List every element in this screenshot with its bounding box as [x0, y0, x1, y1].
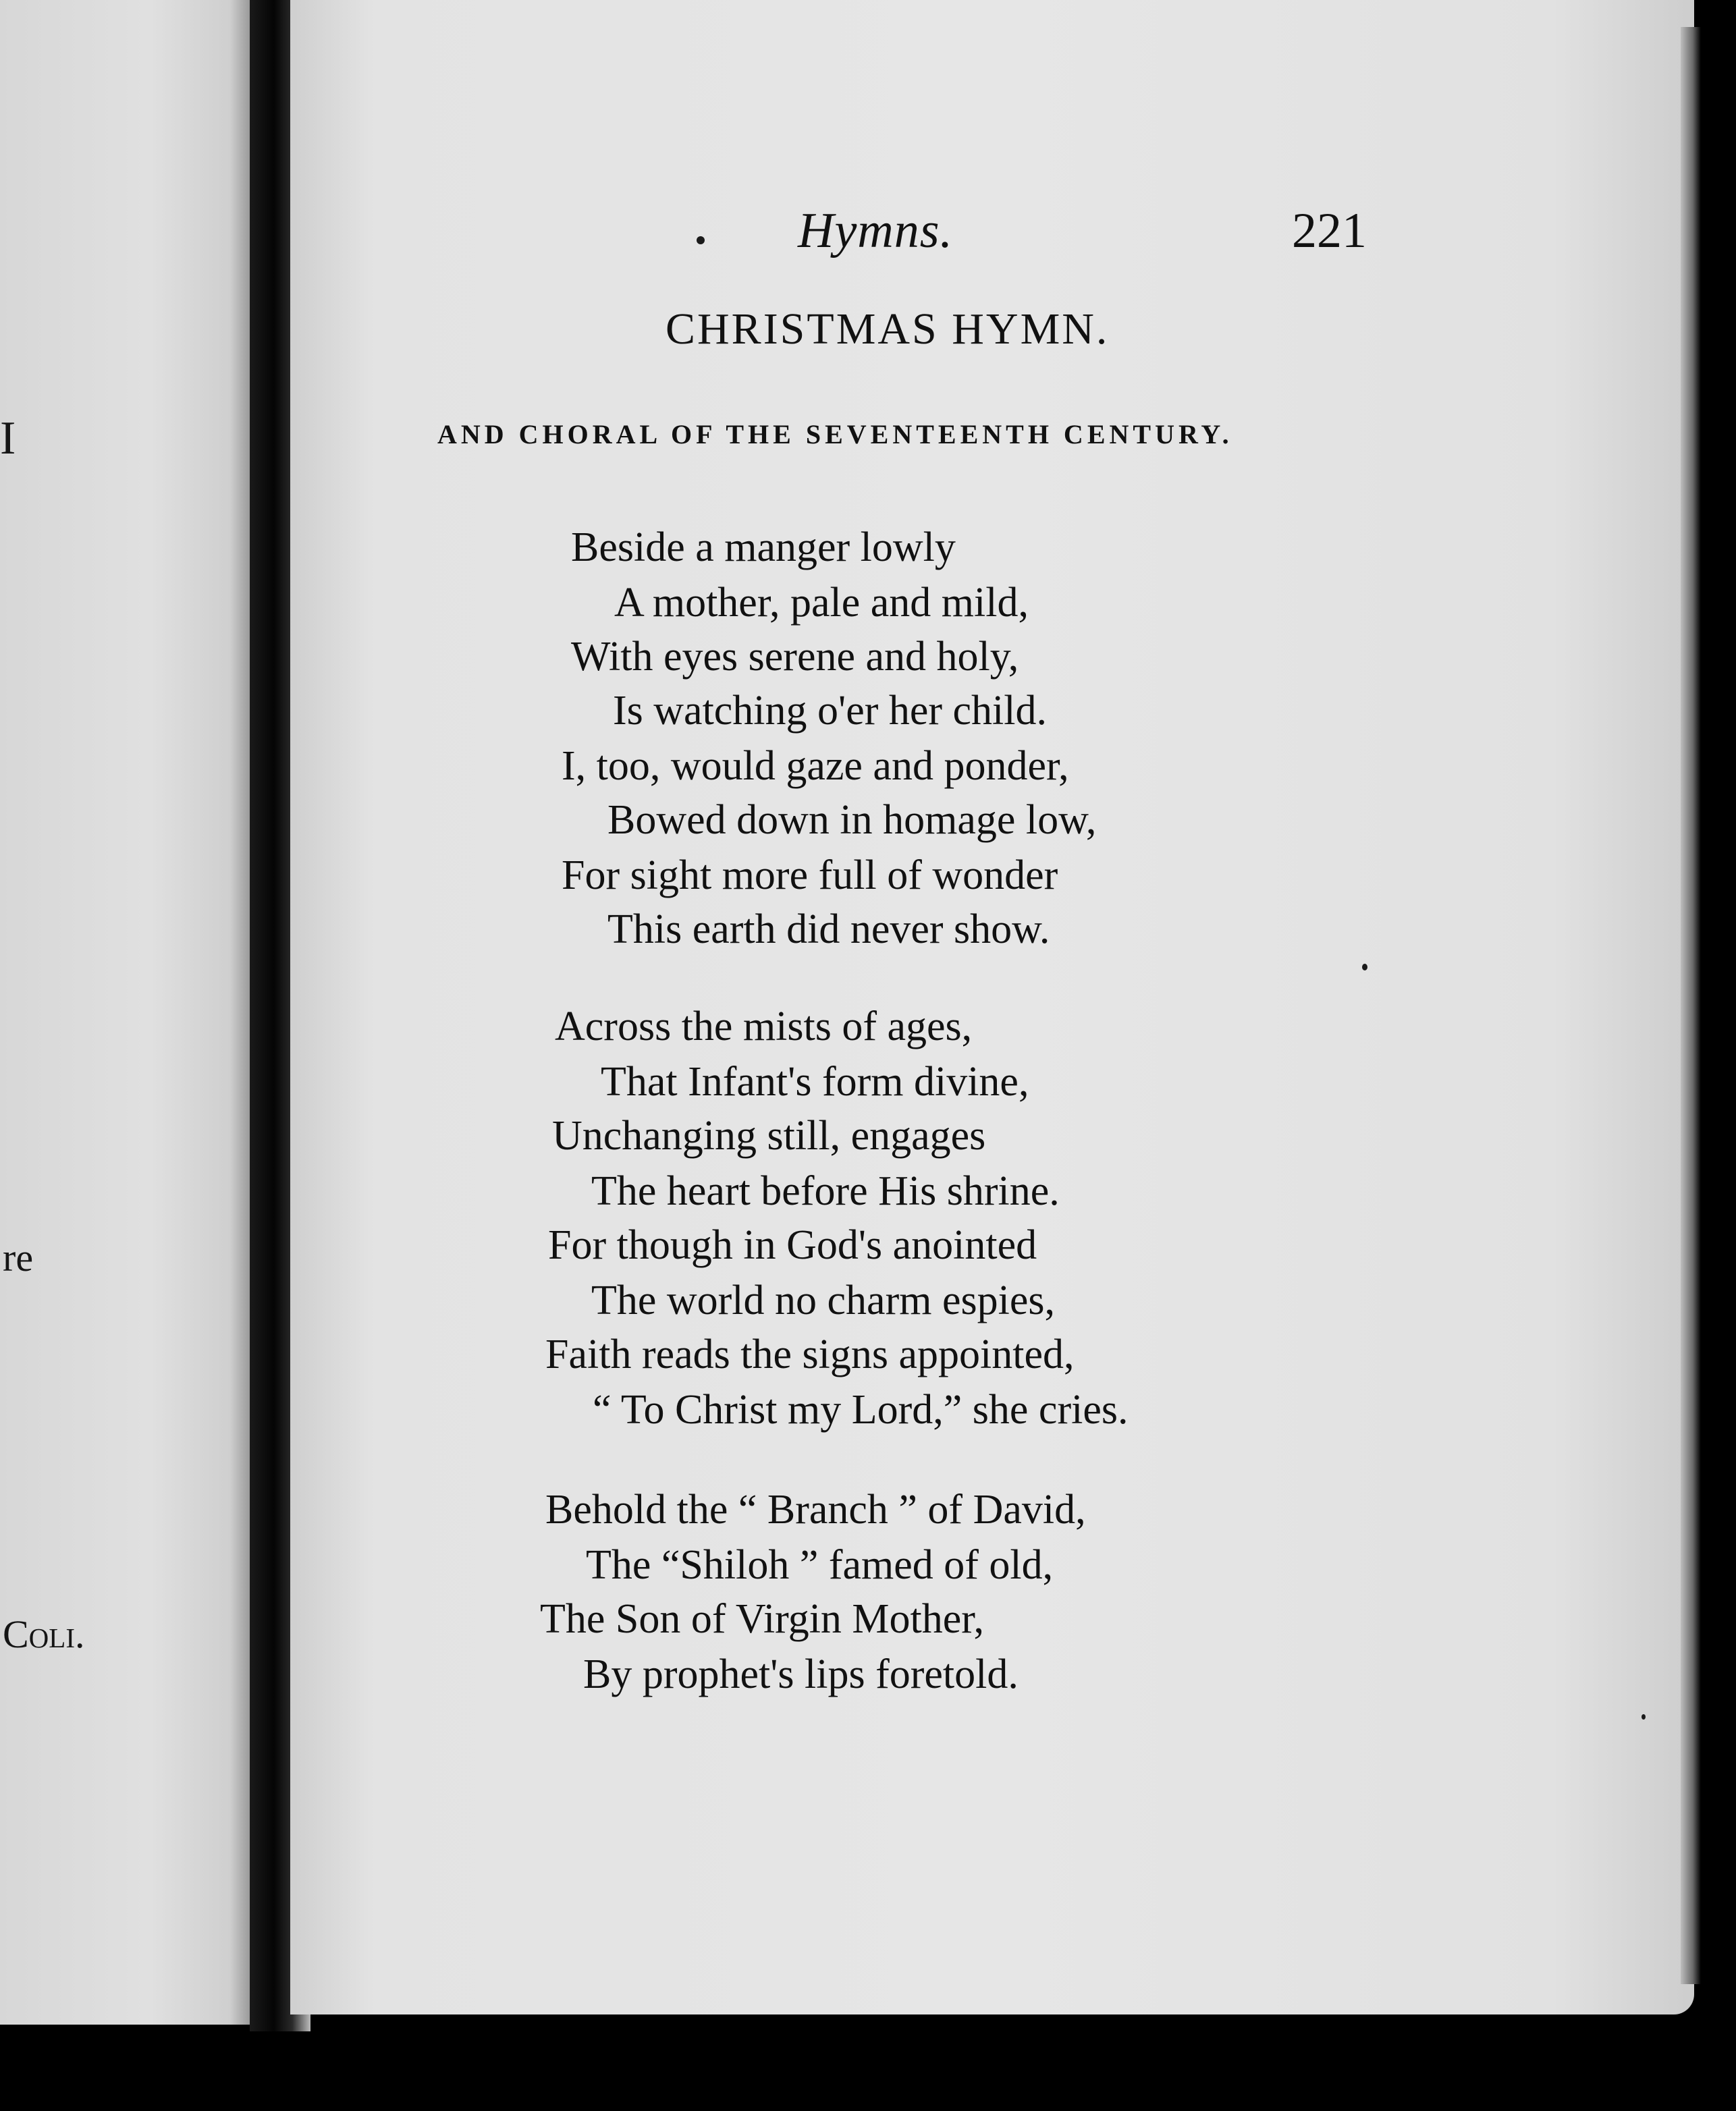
verse-line: Faith reads the signs appointed,: [545, 1332, 1075, 1377]
page-number: 221: [1292, 203, 1367, 258]
page-edge: [1681, 27, 1701, 1984]
verse-line: Across the mists of ages,: [555, 1004, 973, 1049]
verse-line: With eyes serene and holy,: [571, 634, 1019, 680]
verse-line: The heart before His shrine.: [591, 1168, 1060, 1214]
hymn-title: CHRISTMAS HYMN.: [666, 304, 1110, 354]
verse-line: Behold the “ Branch ” of David,: [545, 1487, 1086, 1533]
verse-line: That Infant's form divine,: [601, 1059, 1029, 1105]
verse-line: A mother, pale and mild,: [614, 580, 1029, 626]
verse-line: The “Shiloh ” famed of old,: [586, 1542, 1054, 1588]
verse-line: Bowed down in homage low,: [607, 797, 1097, 843]
verse-line: This earth did never show.: [607, 906, 1050, 952]
hymn-subtitle: AND CHORAL OF THE SEVENTEENTH CENTURY.: [437, 419, 1233, 449]
verse-line: For though in God's anointed: [548, 1222, 1037, 1268]
ink-speck: [1362, 964, 1367, 970]
verse-line: The world no charm espies,: [591, 1278, 1055, 1323]
facing-page-fragment: Coli.: [3, 1612, 85, 1656]
ink-speck: [1642, 1714, 1646, 1720]
facing-page-fragment: re: [3, 1236, 34, 1280]
verse-line: Beside a manger lowly: [571, 524, 956, 570]
verse-line: I, too, would gaze and ponder,: [562, 743, 1069, 789]
verse-line: “ To Christ my Lord,” she cries.: [593, 1387, 1129, 1433]
book-page: [290, 0, 1694, 2014]
facing-page-fragment: I: [0, 412, 16, 464]
verse-line: By prophet's lips foretold.: [583, 1651, 1019, 1697]
verse-line: The Son of Virgin Mother,: [540, 1596, 984, 1642]
verse-line: Is watching o'er her child.: [613, 688, 1048, 734]
ink-speck: [697, 236, 705, 244]
verse-line: Unchanging still, engages: [552, 1113, 986, 1159]
verse-line: For sight more full of wonder: [562, 852, 1058, 898]
facing-page: [0, 0, 250, 2025]
running-title: Hymns.: [798, 203, 954, 258]
